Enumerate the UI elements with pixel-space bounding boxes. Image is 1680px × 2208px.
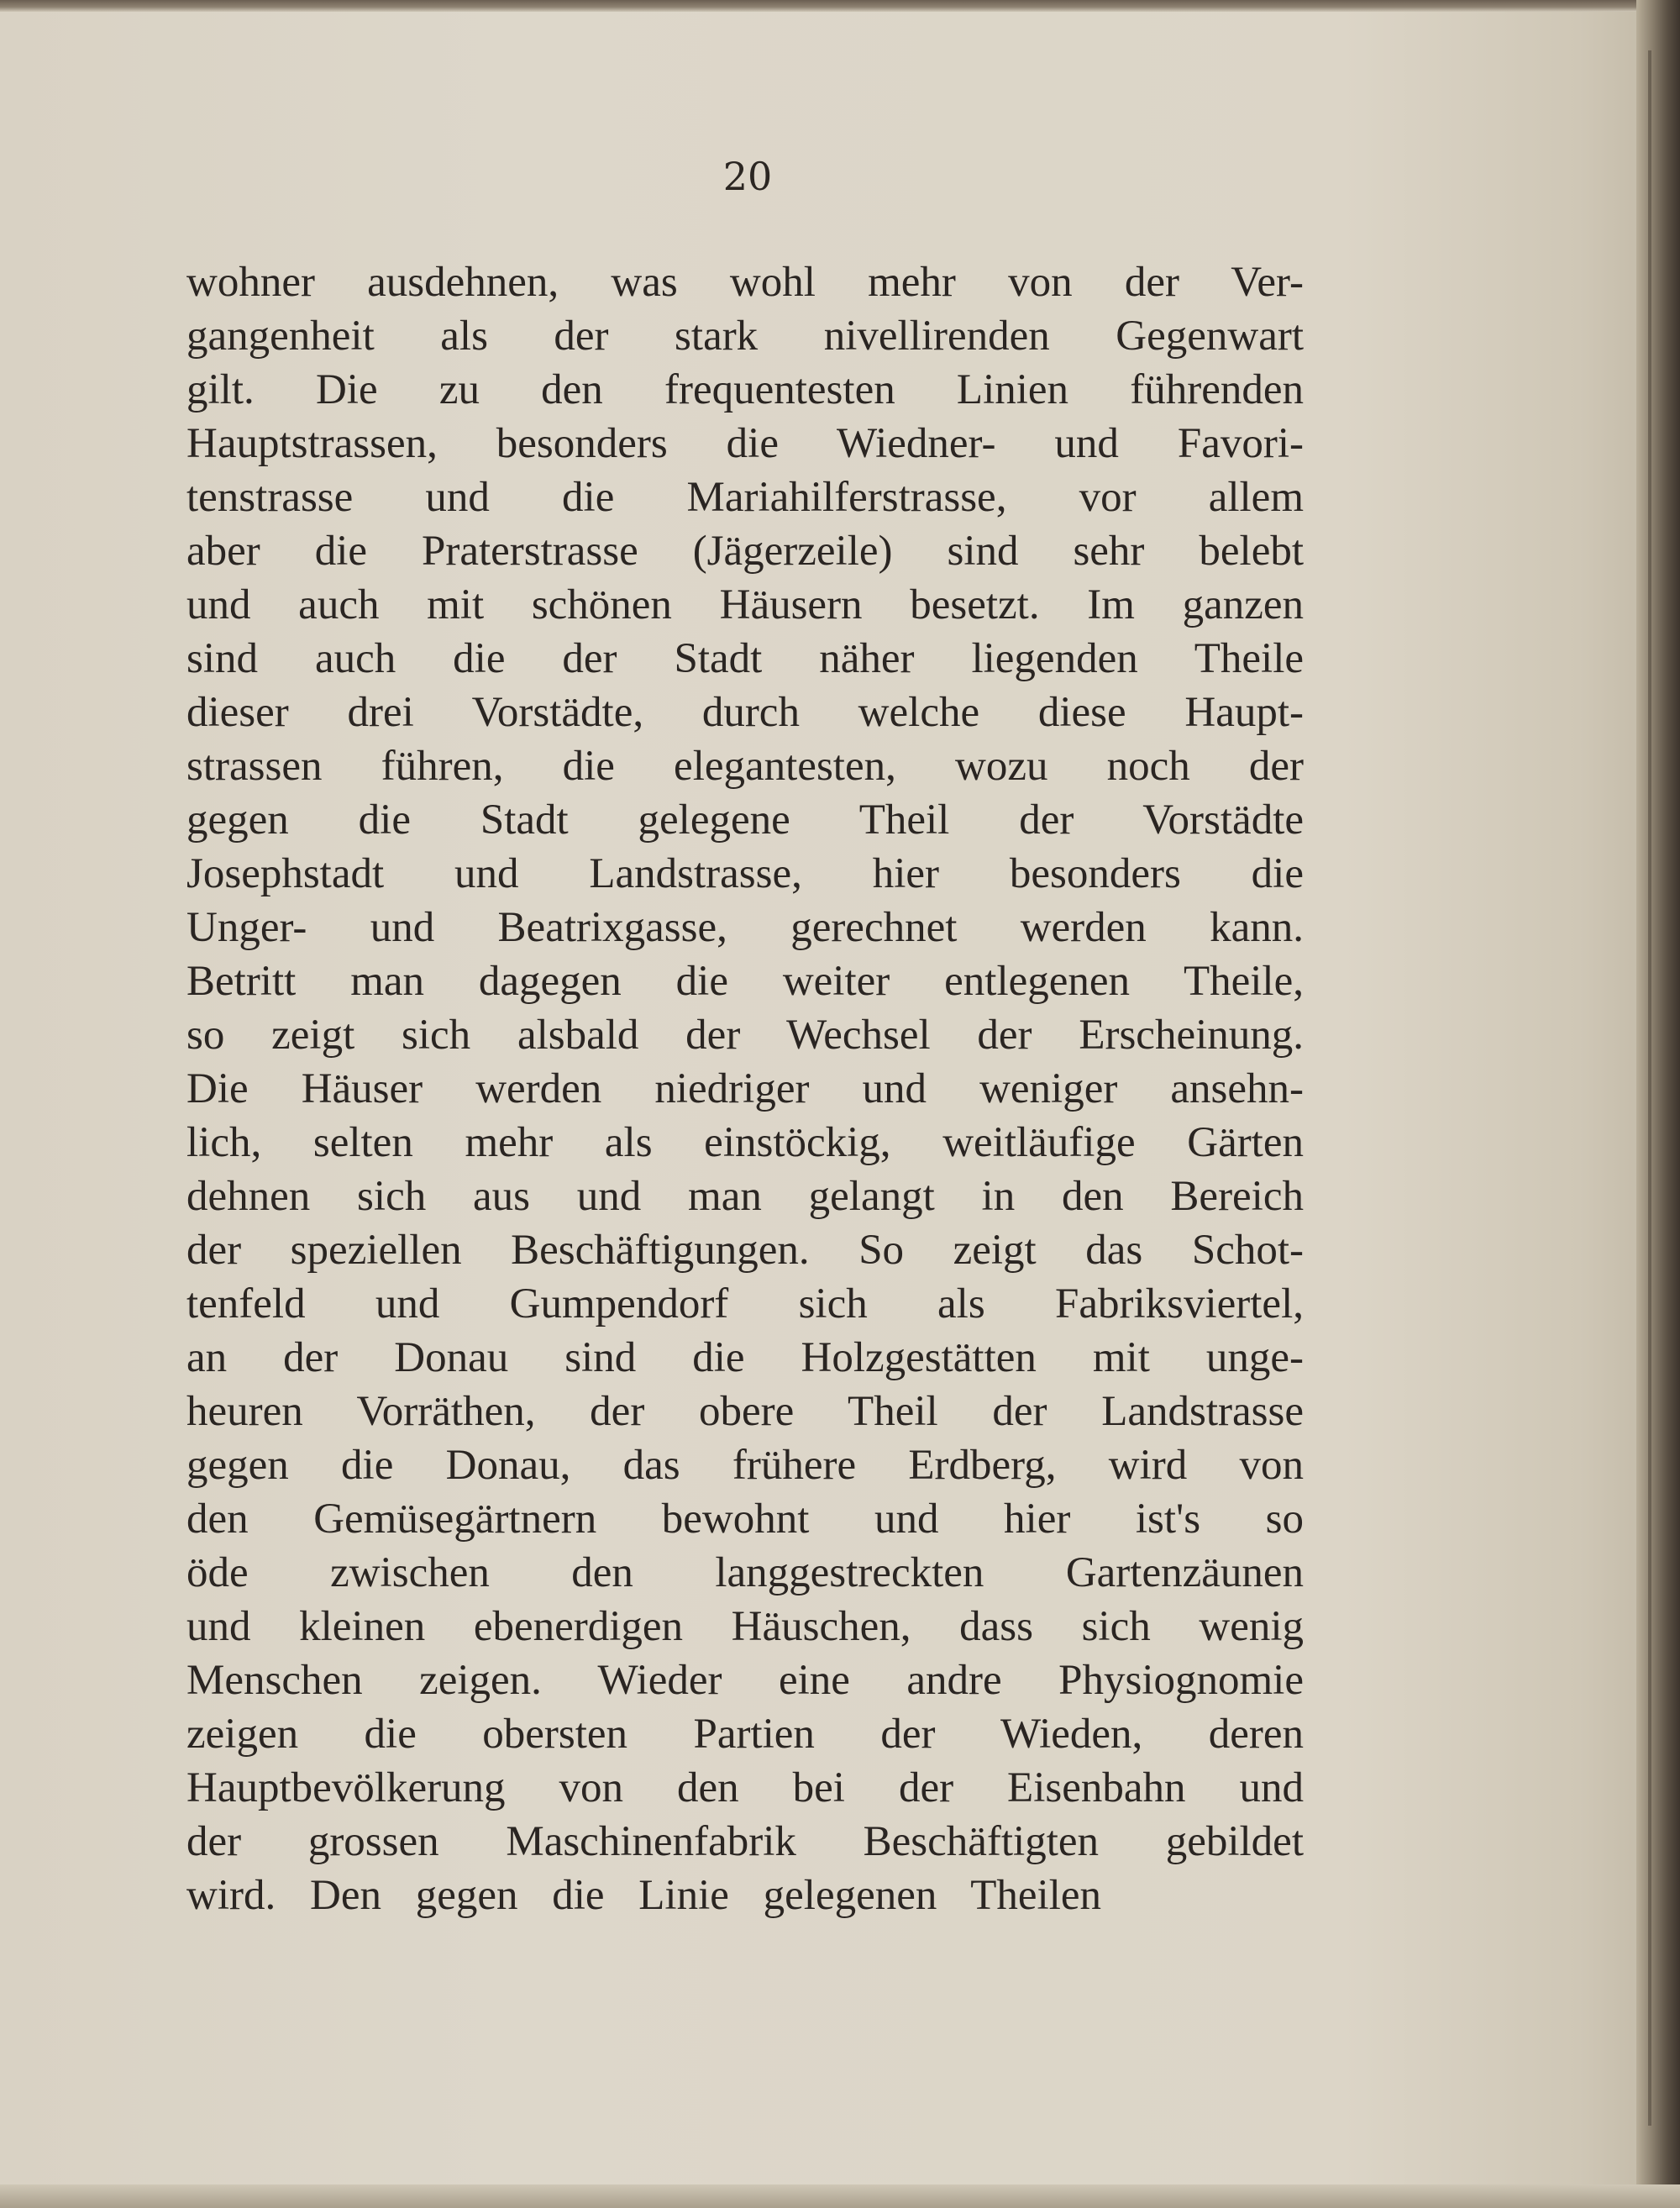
text-line: gegen die Donau, das frühere Erdberg, wird von [186,1442,1304,1489]
text-line: zeigen die obersten Partien der Wieden, deren [186,1711,1304,1758]
text-line: Hauptbevölkerung von den bei der Eisenbahn und [186,1764,1304,1811]
text-line: und auch mit schönen Häusern besetzt. Im ganzen [186,581,1304,628]
page-number: 20 [722,154,773,199]
body-text [186,255,1304,1922]
text-line: tenfeld und Gumpendorf sich als Fabriksviertel, [186,1280,1304,1327]
text-line: Die Häuser werden niedriger und weniger ansehn- [186,1065,1304,1112]
page-top-edge [0,0,1680,12]
text-line: sind auch die der Stadt näher liegenden Theile [186,635,1304,682]
text-line: lich, selten mehr als einstöckig, weitläufige Gärten [186,1119,1304,1166]
text-line: aber die Praterstrasse (Jägerzeile) sind sehr belebt [186,528,1304,575]
text-line: dieser drei Vorstädte, durch welche diese Haupt- [186,689,1304,736]
text-line: an der Donau sind die Holzgestätten mit unge- [186,1334,1304,1381]
text-line: wird. Den gegen die Linie gelegenen Theilen [186,1872,1101,1919]
text-line: öde zwischen den langgestreckten Gartenzäunen [186,1549,1304,1596]
text-line: gegen die Stadt gelegene Theil der Vorstädte [186,796,1304,844]
text-line: und kleinen ebenerdigen Häuschen, dass sich wenig [186,1603,1304,1650]
text-line: heuren Vorräthen, der obere Theil der Landstrasse [186,1388,1304,1435]
text-line: so zeigt sich alsbald der Wechsel der Erscheinung. [186,1012,1304,1059]
text-line: der speziellen Beschäftigungen. So zeigt das Schot- [186,1227,1304,1274]
text-line: tenstrasse und die Mariahilferstrasse, vor allem [186,474,1304,521]
text-line: Unger- und Beatrixgasse, gerechnet werden kann. [186,904,1304,951]
text-line: Josephstadt und Landstrasse, hier besonders die [186,850,1304,897]
binding-shadow-line [1648,50,1651,2126]
text-line: dehnen sich aus und man gelangt in den Bereich [186,1173,1304,1220]
text-line: den Gemüsegärtnern bewohnt und hier ist's so [186,1496,1304,1543]
text-line: gilt. Die zu den frequentesten Linien führenden [186,366,1304,413]
text-line: Betritt man dagegen die weiter entlegenen Theile, [186,958,1304,1005]
text-line: Hauptstrassen, besonders die Wiedner- und Favori- [186,420,1304,467]
text-line: Menschen zeigen. Wieder eine andre Physiognomie [186,1657,1304,1704]
book-binding-edge [1636,0,1680,2208]
page-bottom-edge [0,2184,1680,2208]
text-line: strassen führen, die elegantesten, wozu noch der [186,743,1304,790]
text-line: der grossen Maschinenfabrik Beschäftigten gebildet [186,1818,1304,1865]
text-line: wohner ausdehnen, was wohl mehr von der Ver- [186,259,1304,306]
text-line: gangenheit als der stark nivellirenden Gegenwart [186,313,1304,360]
